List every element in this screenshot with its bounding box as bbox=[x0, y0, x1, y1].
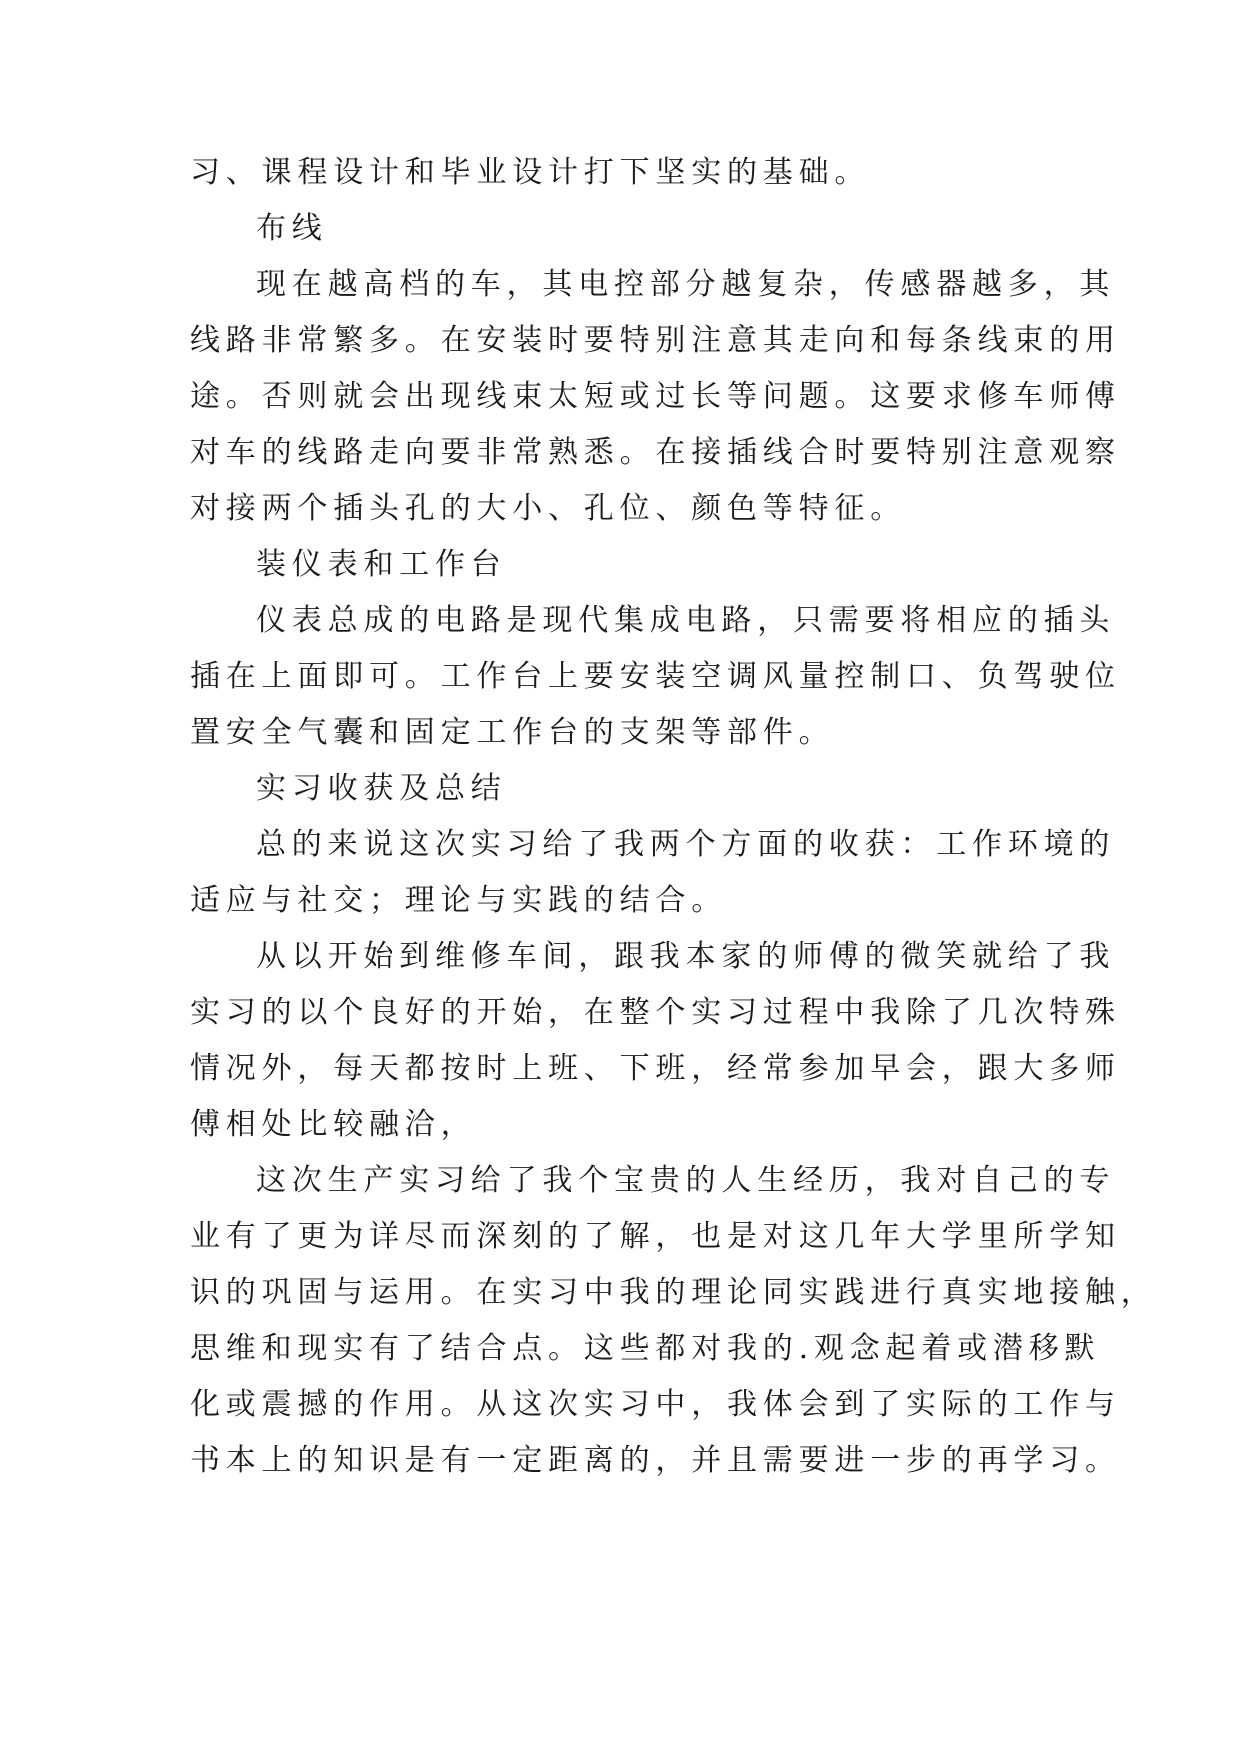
text-line: 总的来说这次实习给了我两个方面的收获：工作环境的 bbox=[256, 827, 1116, 862]
text-line: 习、课程设计和毕业设计打下坚实的基础。 bbox=[190, 155, 871, 190]
text-line: 适应与社交；理论与实践的结合。 bbox=[190, 883, 727, 918]
text-line: 途。否则就会出现线束太短或过长等问题。这要求修车师傅 bbox=[190, 379, 1121, 414]
text-line: 现在越高档的车，其电控部分越复杂，传感器越多，其 bbox=[256, 267, 1116, 302]
text-line: 线路非常繁多。在安装时要特别注意其走向和每条线束的用 bbox=[190, 323, 1121, 358]
text-line: 实习的以个良好的开始，在整个实习过程中我除了几次特殊 bbox=[190, 995, 1121, 1030]
text-line: 这次生产实习给了我个宝贵的人生经历，我对自己的专 bbox=[256, 1163, 1116, 1198]
text-line: 置安全气囊和固定工作台的支架等部件。 bbox=[190, 715, 835, 750]
section-heading: 实习收获及总结 bbox=[256, 771, 507, 806]
section-heading: 布线 bbox=[256, 211, 328, 246]
text-line: 仪表总成的电路是现代集成电路，只需要将相应的插头 bbox=[256, 603, 1116, 638]
text-line: 化或震撼的作用。从这次实习中，我体会到了实际的工作与 bbox=[190, 1387, 1121, 1422]
text-line: 对接两个插头孔的大小、孔位、颜色等特征。 bbox=[190, 491, 906, 526]
text-line: 对车的线路走向要非常熟悉。在接插线合时要特别注意观察 bbox=[190, 435, 1121, 470]
text-line: 业有了更为详尽而深刻的了解，也是对这几年大学里所学知 bbox=[190, 1219, 1121, 1254]
text-line: 情况外，每天都按时上班、下班，经常参加早会，跟大多师 bbox=[190, 1051, 1121, 1086]
section-heading: 装仪表和工作台 bbox=[256, 547, 507, 582]
text-line: 识的巩固与运用。在实习中我的理论同实践进行真实地接触， bbox=[190, 1275, 1157, 1310]
text-line: 插在上面即可。工作台上要安装空调风量控制口、负驾驶位 bbox=[190, 659, 1121, 694]
text-line: 思维和现实有了结合点。这些都对我的.观念起着或潜移默 bbox=[190, 1331, 1101, 1366]
text-line: 傅相处比较融洽， bbox=[190, 1107, 477, 1142]
text-line: 从以开始到维修车间，跟我本家的师傅的微笑就给了我 bbox=[256, 939, 1116, 974]
text-line: 书本上的知识是有一定距离的，并且需要进一步的再学习。 bbox=[190, 1443, 1121, 1478]
